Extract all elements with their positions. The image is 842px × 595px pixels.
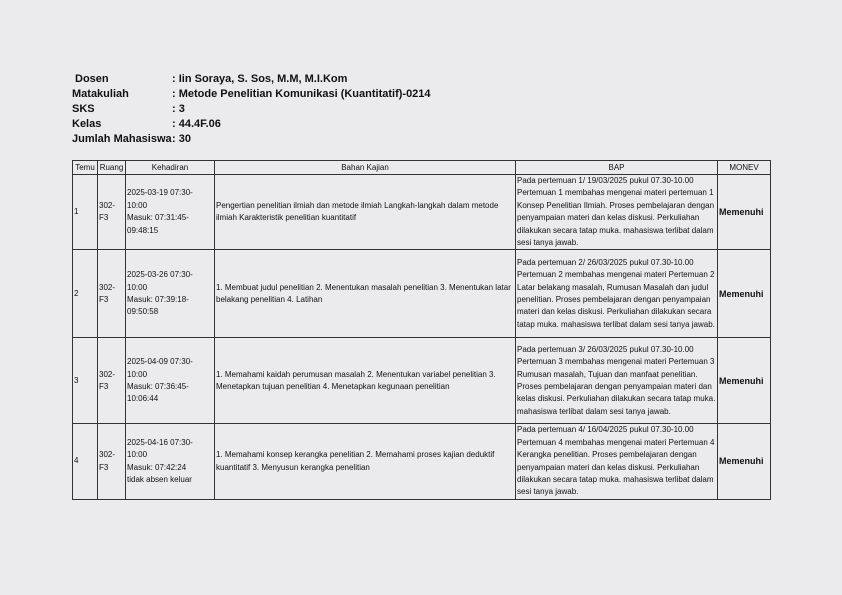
cell-kehadiran [126,338,215,424]
kehadiran-line: 2025-04-09 07:30- [127,357,193,367]
cell-temu: 2 [73,250,98,338]
column-header-temu: Temu [73,161,98,175]
column-header-ruang: Ruang [98,161,126,175]
kehadiran-line: 09:50:58 [127,307,159,317]
kehadiran-line: 2025-04-16 07:30- [127,437,193,447]
kehadiran-line: 10:00 [127,200,148,210]
column-header-kehadiran: Kehadiran [126,161,215,175]
kehadiran-line: 2025-03-19 07:30- [127,188,193,198]
cell-monev-status: Memenuhi [718,424,771,499]
cell-temu: 1 [73,175,98,250]
cell-ruang: 302-F3 [98,250,126,338]
cell-bahan-kajian: 1. Membuat judul penelitian 2. Menentukan masalah penelitian 3. Menentukan latar belakang penelitian 4. Latihan [215,250,516,338]
cell-temu: 3 [73,338,98,424]
cell-monev-status: Memenuhi [718,175,771,250]
info-value: : 30 [172,133,191,145]
kehadiran-line: 10:00 [127,369,148,379]
info-row-dosen [72,72,431,87]
column-header-bap: BAP [516,161,718,175]
cell-bap: Pada pertemuan 4/ 16/04/2025 pukul 07.30-10.00 Pertemuan 4 membahas mengenai materi Pertemuan 4 Kerangka penelitian. Proses pembelajaran dengan penyampaian materi dan kelas diskusi. Perkuliahan dilakukan secara tatap muka. mahasiswa terlibat dalam sesi tanya jawab. [516,424,718,499]
info-label: Matakuliah [72,88,129,100]
course-info-header [72,72,431,147]
kehadiran-line: Masuk: 07:31:45- [127,213,189,223]
table-row [73,338,771,424]
kehadiran-line: 10:00 [127,282,148,292]
cell-bap: Pada pertemuan 2/ 26/03/2025 pukul 07.30-10.00 Pertemuan 2 membahas mengenai materi Pertemuan 2 Latar belakang masalah, Rumusan Masalah dan judul penelitian. Proses pembelajaran dengan penyampaian materi dan kelas diskusi. Perkuliahan dilakukan secara tatap muka. mahasiswa terlibat dalam sesi tanya jawab. [516,250,718,338]
info-row-kelas [72,117,431,132]
info-value: : Metode Penelitian Komunikasi (Kuantitatif)-0214 [172,88,431,100]
kehadiran-line: 2025-03-26 07:30- [127,270,193,280]
cell-bahan-kajian: Pengertian penelitian ilmiah dan metode ilmiah Langkah-langkah dalam metode ilmiah Karakteristik penelitian kuantitatif [215,175,516,250]
attendance-table [72,160,771,500]
kehadiran-line: Masuk: 07:39:18- [127,294,189,304]
kehadiran-line: 10:06:44 [127,394,159,404]
cell-bap: Pada pertemuan 1/ 19/03/2025 pukul 07.30-10.00 Pertemuan 1 membahas mengenai materi pertemuan 1 Konsep Penelitian Ilmiah. Proses pembelajaran dengan penyampaian materi dan kelas diskusi. Perkuliahan dilakukan secara tatap muka. mahasiswa terlibat dalam sesi tanya jawab. [516,175,718,250]
cell-bap: Pada pertemuan 3/ 26/03/2025 pukul 07.30-10.00 Pertemuan 3 membahas mengenai materi Pertemuan 3 Rumusan masalah, Tujuan dan manfaat penelitian. Proses pembelajaran dengan penyampaian materi dan kelas diskusi. Perkuliahan dilakukan secara tatap muka. mahasiswa terlibat dalam sesi tanya jawab. [516,338,718,424]
table-row [73,175,771,250]
cell-monev-status: Memenuhi [718,338,771,424]
cell-ruang: 302-F3 [98,175,126,250]
cell-ruang: 302-F3 [98,338,126,424]
cell-monev-status: Memenuhi [718,250,771,338]
cell-kehadiran [126,250,215,338]
table-row [73,424,771,499]
info-label: Jumlah Mahasiswa [72,133,172,145]
cell-bahan-kajian: 1. Memahami kaidah perumusan masalah 2. Menentukan variabel penelitian 3. Menetapkan tujuan penelitian 4. Menetapkan kegunaan penelitian [215,338,516,424]
cell-kehadiran [126,175,215,250]
kehadiran-line: Masuk: 07:42:24 [127,462,187,472]
kehadiran-line: tidak absen keluar [127,475,192,485]
cell-ruang: 302-F3 [98,424,126,499]
cell-kehadiran [126,424,215,499]
kehadiran-line: 09:48:15 [127,225,159,235]
info-label: SKS [72,103,95,115]
info-value: : 3 [172,103,185,115]
info-row-jumlah-mahasiswa [72,132,431,147]
info-label: Kelas [72,118,102,130]
info-value: : 44.4F.06 [172,118,221,130]
column-header-bahan-kajian: Bahan Kajian [215,161,516,175]
info-row-matakuliah [72,87,431,102]
table-row [73,250,771,338]
kehadiran-line: Masuk: 07:36:45- [127,381,189,391]
info-label: Dosen [75,73,109,85]
info-value: : Iin Soraya, S. Sos, M.M, M.I.Kom [172,73,348,85]
cell-temu: 4 [73,424,98,499]
column-header-monev: MONEV [718,161,771,175]
info-row-sks [72,102,431,117]
table-header-row [73,161,771,175]
cell-bahan-kajian: 1. Memahami konsep kerangka penelitian 2. Memahami proses kajian deduktif kuantitatif 3. Menyusun kerangka penelitian [215,424,516,499]
kehadiran-line: 10:00 [127,450,148,460]
